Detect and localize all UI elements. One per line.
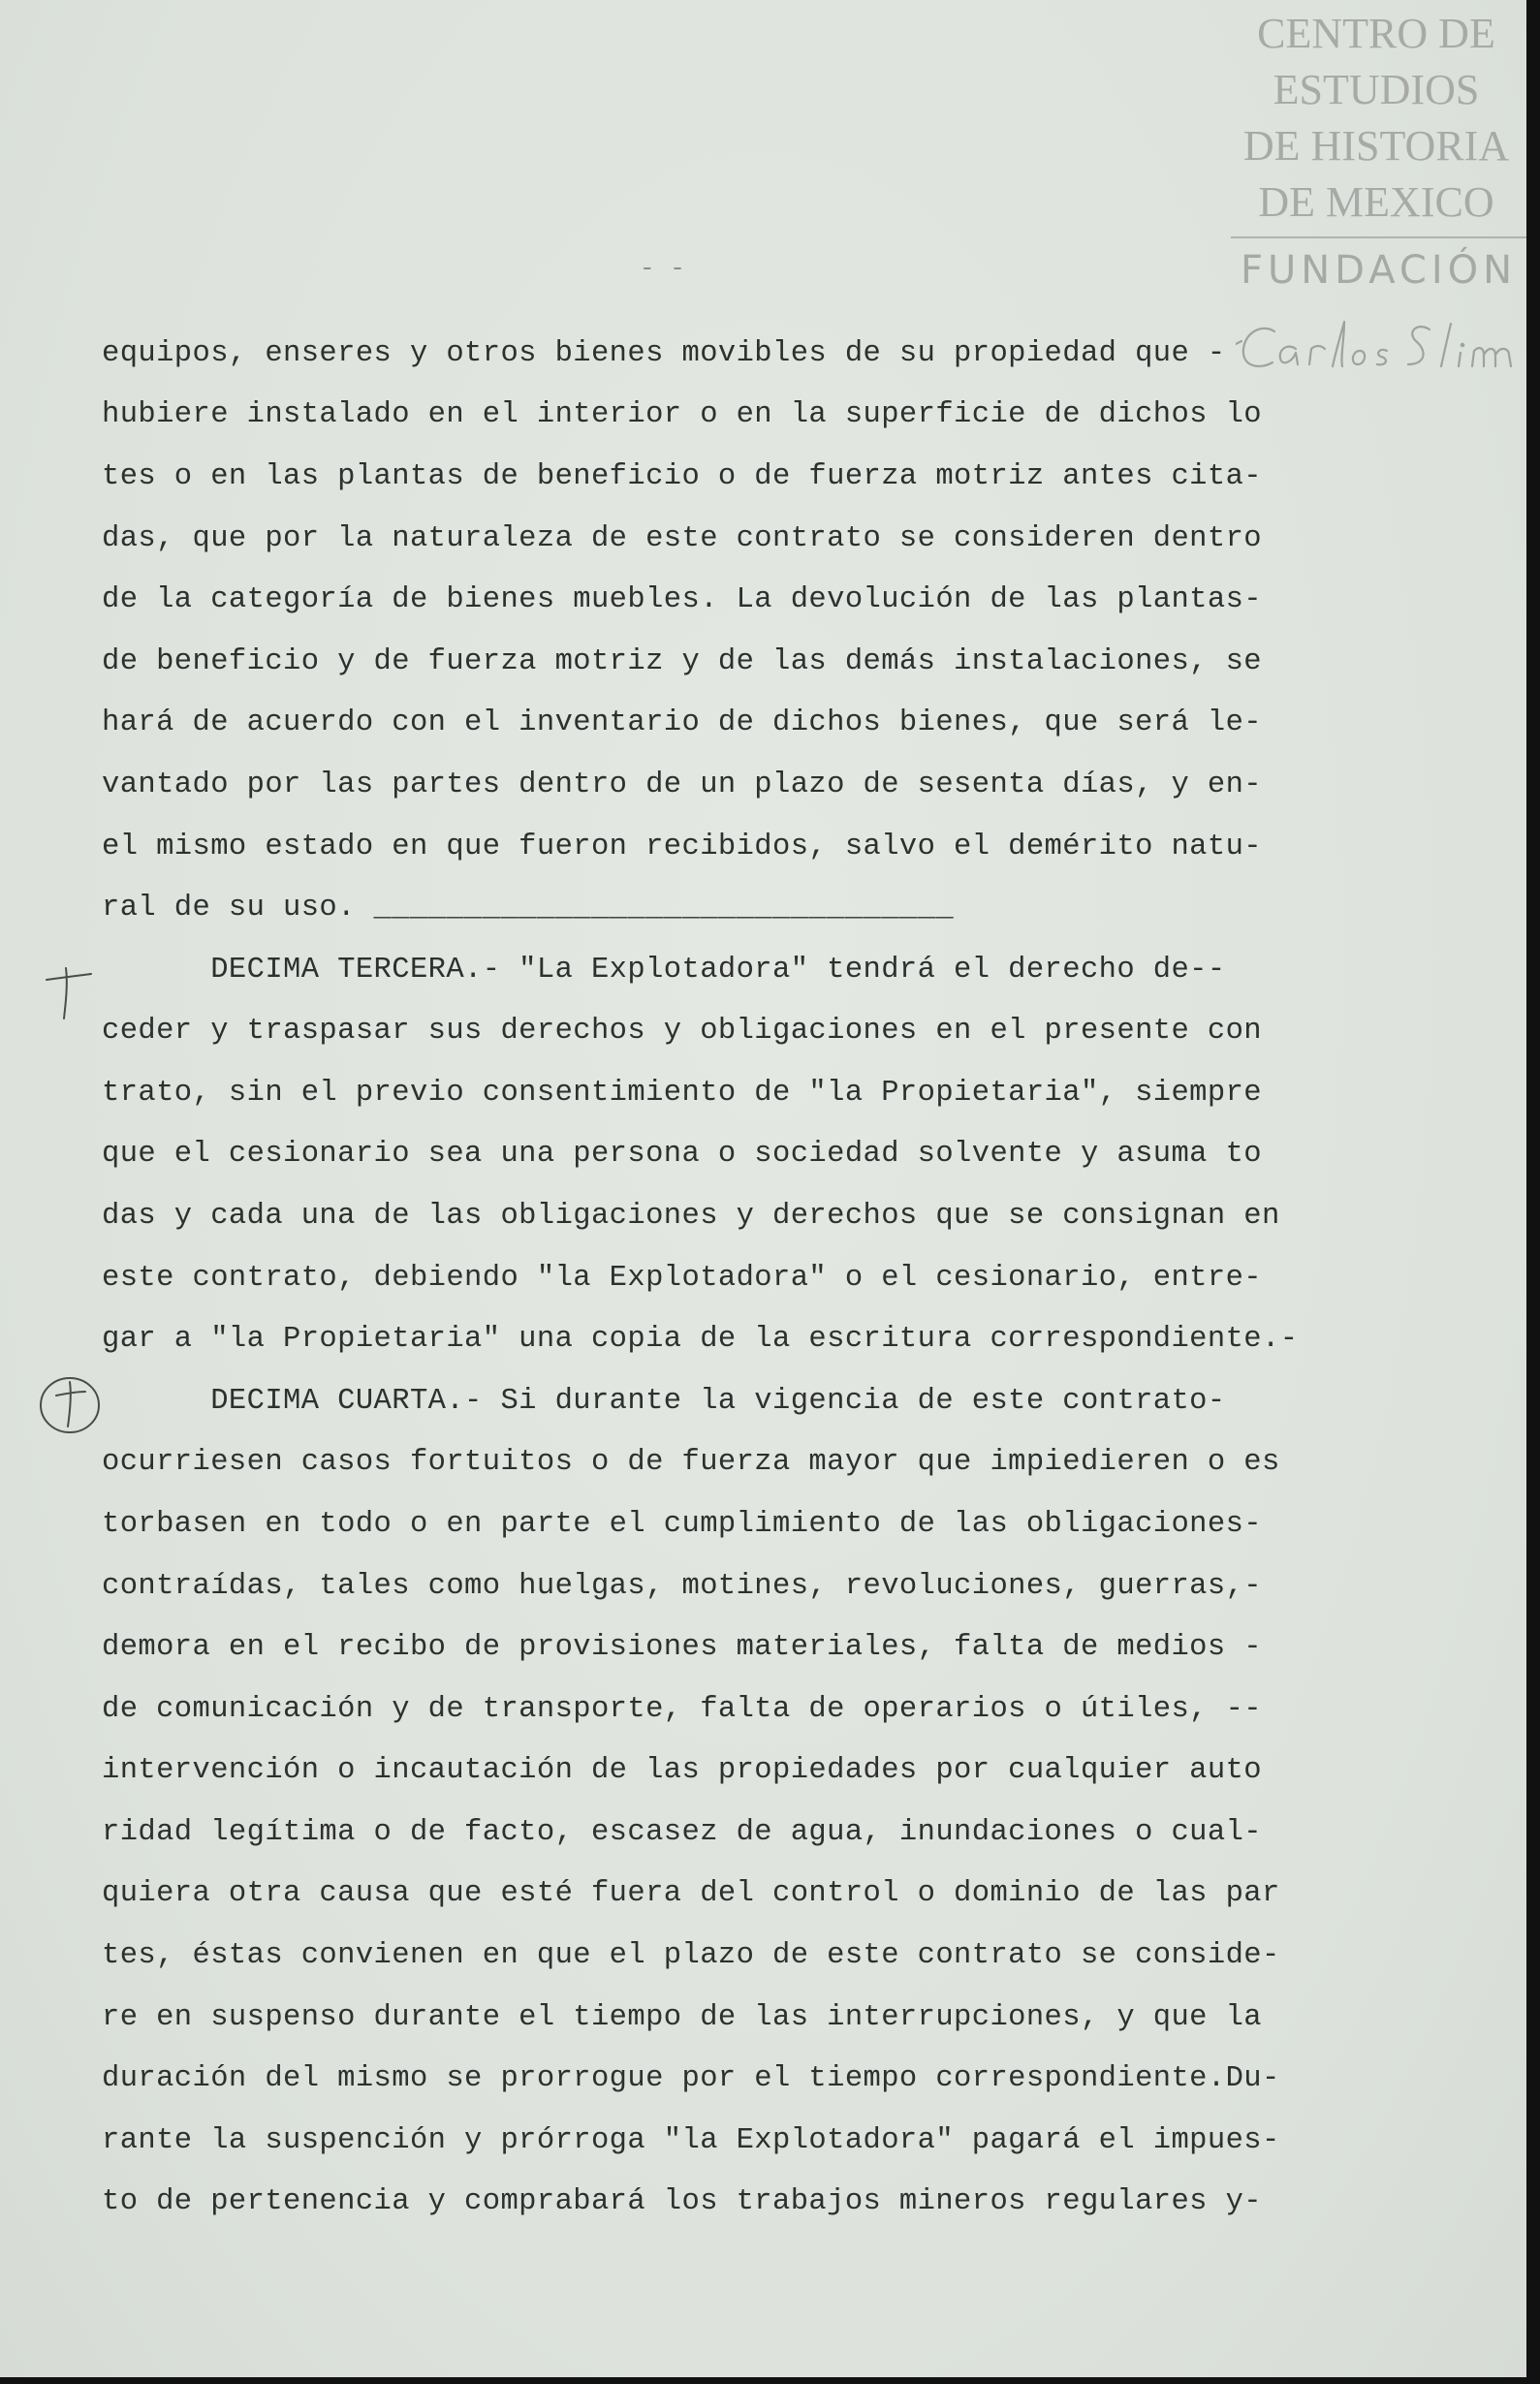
text-line: rante la suspención y prórroga "la Explotadora" pagará el impues-: [102, 2124, 1280, 2157]
text-line: de la categoría de bienes muebles. La devolución de las plantas-: [102, 583, 1262, 616]
text-line: duración del mismo se prorrogue por el tiempo correspondiente.Du-: [102, 2062, 1280, 2095]
text-line: de comunicación y de transporte, falta de operarios o útiles, --: [102, 1693, 1262, 1726]
text-line: das, que por la naturaleza de este contrato se consideren dentro: [102, 522, 1262, 555]
text-line: ceder y traspasar sus derechos y obligaciones en el presente con: [102, 1015, 1262, 1048]
text-line: quiera otra causa que esté fuera del control o dominio de las par: [102, 1877, 1280, 1910]
text-line: tes, éstas convienen en que el plazo de este contrato se conside-: [102, 1939, 1280, 1972]
text-line: hará de acuerdo con el inventario de dichos bienes, que será le-: [102, 706, 1262, 739]
scan-border-right: [1526, 0, 1540, 2384]
text-line: torbasen en todo o en parte el cumplimiento de las obligaciones-: [102, 1508, 1262, 1541]
text-line: ridad legítima o de facto, escasez de agua, inundaciones o cual-: [102, 1816, 1262, 1849]
text-line: DECIMA CUARTA.- Si durante la vigencia de este contrato-: [102, 1385, 1226, 1418]
stamp-divider: [1231, 236, 1526, 238]
text-line: ocurriesen casos fortuitos o de fuerza mayor que impiedieren o es: [102, 1446, 1280, 1479]
text-line: tes o en las plantas de beneficio o de fuerza motriz antes cita-: [102, 460, 1262, 493]
text-line: de beneficio y de fuerza motriz y de las demás instalaciones, se: [102, 645, 1262, 678]
text-line: el mismo estado en que fueron recibidos, salvo el demérito natu-: [102, 831, 1262, 863]
margin-cross-mark: [39, 964, 97, 1022]
margin-circled-mark: [35, 1370, 105, 1438]
text-line: hubiere instalado en el interior o en la superficie de dichos lo: [102, 398, 1262, 431]
text-line: intervención o incautación de las propiedades por cualquier auto: [102, 1754, 1262, 1787]
stamp-line-1: CENTRO DE: [1257, 10, 1495, 57]
text-line: ral de su uso. ________________________________: [102, 892, 955, 925]
archive-stamp: [1226, 6, 1526, 231]
text-line: DECIMA TERCERA.- "La Explotadora" tendrá el derecho de--: [102, 954, 1226, 987]
stamp-line-4: DE MEXICO: [1258, 178, 1494, 226]
text-line: gar a "la Propietaria" una copia de la escritura correspondiente.-: [102, 1323, 1299, 1356]
text-line: das y cada una de las obligaciones y derechos que se consignan en: [102, 1200, 1280, 1233]
text-line: vantado por las partes dentro de un plazo de sesenta días, y en-: [102, 769, 1262, 801]
text-line: trato, sin el previo consentimiento de "la Propietaria", siempre: [102, 1077, 1262, 1110]
stamp-line-3: DE HISTORIA: [1242, 122, 1510, 170]
text-line: este contrato, debiendo "la Explotadora" o el cesionario, entre-: [102, 1262, 1262, 1295]
scan-border-bottom: [0, 2377, 1540, 2384]
text-line: to de pertenencia y comprabará los trabajos mineros regulares y-: [102, 2185, 1262, 2218]
page-marker: - -: [640, 254, 685, 283]
text-line: demora en el recibo de provisiones materiales, falta de medios -: [102, 1631, 1262, 1664]
text-line: equipos, enseres y otros bienes movibles de su propiedad que -: [102, 337, 1226, 370]
stamp-foundation-label: FUNDACIÓN: [1240, 248, 1518, 293]
text-line: re en suspenso durante el tiempo de las interrupciones, y que la: [102, 2001, 1262, 2034]
stamp-line-2: ESTUDIOS: [1273, 66, 1480, 113]
text-line: contraídas, tales como huelgas, motines, revoluciones, guerras,-: [102, 1570, 1262, 1603]
text-line: que el cesionario sea una persona o sociedad solvente y asuma to: [102, 1138, 1262, 1171]
signature-logo: [1236, 310, 1526, 388]
